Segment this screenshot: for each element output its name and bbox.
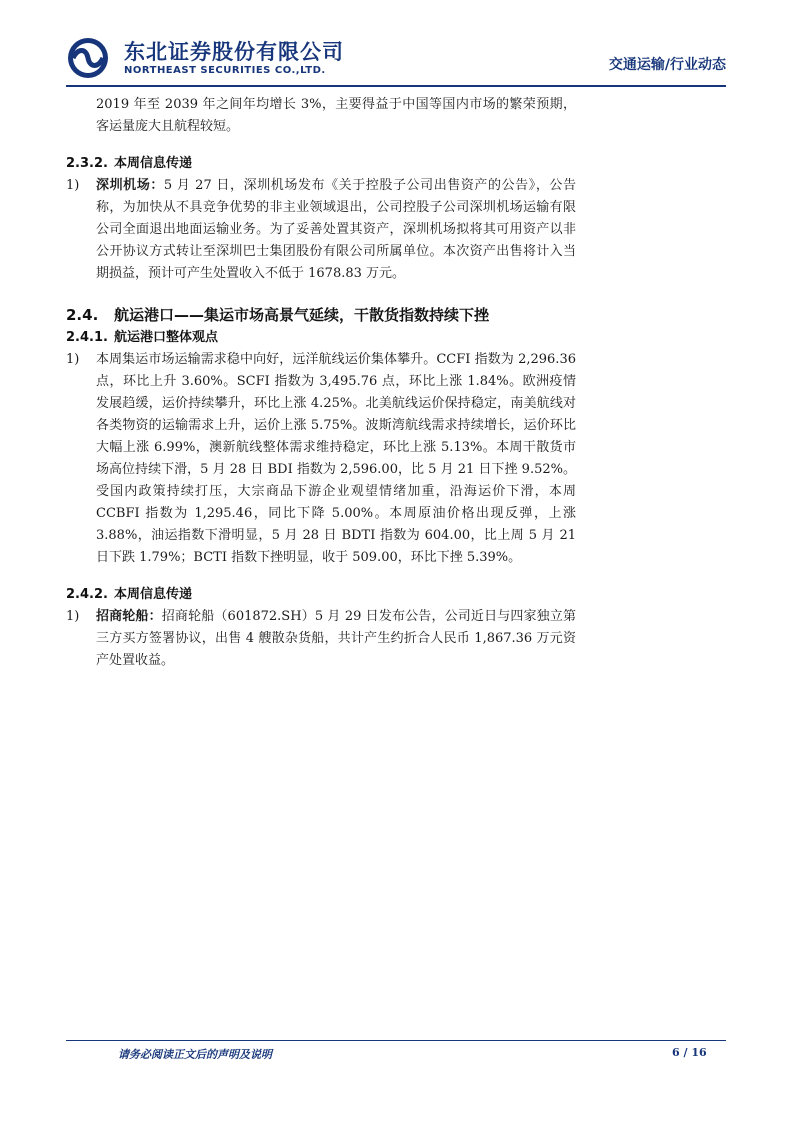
section-heading-2-4 — [66, 303, 576, 327]
list-item — [66, 175, 576, 285]
company-name-cn: 东北证券股份有限公司 — [124, 40, 344, 64]
company-logo-icon — [66, 36, 110, 80]
list-item — [66, 606, 576, 672]
section-number: 2.4. — [66, 306, 99, 324]
list-item-text: 招商轮船（601872.SH）5 月 29 日发布公告，公司近日与四家独立第三方买方签署协议，出售 4 艘散杂货船，共计产生约折合人民币 1,867.36 万元资产处置收益。 — [96, 609, 576, 668]
section-number: 2.3.2. — [66, 156, 108, 171]
list-item-lead: 招商轮船： — [96, 609, 162, 624]
section-title: 本周信息传递 — [114, 156, 193, 171]
section-number: 2.4.1. — [66, 330, 108, 345]
list-item — [66, 349, 576, 569]
section-number: 2.4.2. — [66, 587, 108, 602]
company-name-en: NORTHEAST SECURITIES CO.,LTD. — [124, 65, 326, 76]
section-heading-2-4-2 — [66, 584, 576, 606]
section-title: 航运港口整体观点 — [114, 330, 219, 345]
continued-paragraph: 2019 年至 2039 年之间年均增长 3%，主要得益于中国等国内市场的繁荣预期，客运量庞大且航程较短。 — [96, 97, 576, 134]
header-divider — [66, 85, 726, 87]
footer-disclaimer: 请务必阅读正文后的声明及说明 — [118, 1048, 272, 1061]
list-item-number: 1) — [66, 178, 80, 193]
page-number: 6 / 16 — [672, 1046, 707, 1059]
footer-divider — [66, 1040, 726, 1041]
section-title: 本周信息传递 — [114, 587, 193, 602]
list-item-lead: 深圳机场： — [96, 178, 164, 193]
main-content — [66, 92, 576, 672]
list-item-text: 5 月 27 日，深圳机场发布《关于控股子公司出售资产的公告》，公告称，为加快从不具竞争优势的非主业领域退出，公司控股子公司深圳机场运输有限公司全面退出地面运输业务。为了妥善处置其资产，深圳机场拟将其可用资产以非公开协议方式转让至深圳巴士集团股份有限公司所属单位。本次资产出售将计入当期损益，预计可产生处置收入不低于 1678.83 万元。 — [96, 178, 576, 281]
list-item-number: 1) — [66, 352, 80, 367]
report-category: 交通运输/行业动态 — [608, 57, 726, 73]
list-item-number: 1) — [66, 609, 80, 624]
section-heading-2-4-1 — [66, 327, 576, 349]
section-heading-2-3-2 — [66, 153, 576, 175]
section-title: 航运港口——集运市场高景气延续，干散货指数持续下挫 — [114, 306, 490, 324]
list-item-text: 本周集运市场运输需求稳中向好，远洋航线运价集体攀升。CCFI 指数为 2,296.36 点，环比上升 3.60%。SCFI 指数为 3,495.76 点，环比上涨 1.84%。欧洲疫情发展趋缓，运价持续攀升，环比上涨 4.25%。北美航线运价保持稳定，南美航线对各类物资的运输需求上升，运价上涨 5.75%。波斯湾航线需求持续增长，运价环比大幅上涨 6.99%，澳新航线整体需求维持稳定，环比上涨 5.13%。本周干散货市场高位持续下滑，5 月 28 日 BDI 指数为 2,596.00，比 5 月 21 日下挫 9.52%。受国内政策持续打压，大宗商品下游企业观望情绪加重，沿海运价下滑，本周 CCBFI 指数为 1,295.46，同比下降 5.00%。本周原油价格出现反弹，上涨 3.88%，油运指数下滑明显，5 月 28 日 BDTI 指数为 604.00，比上周 5 月 21 日下跌 1.79%；BCTI 指数下挫明显，收于 509.00，环比下挫 5.39%。 — [96, 352, 576, 565]
page-header — [66, 30, 726, 84]
